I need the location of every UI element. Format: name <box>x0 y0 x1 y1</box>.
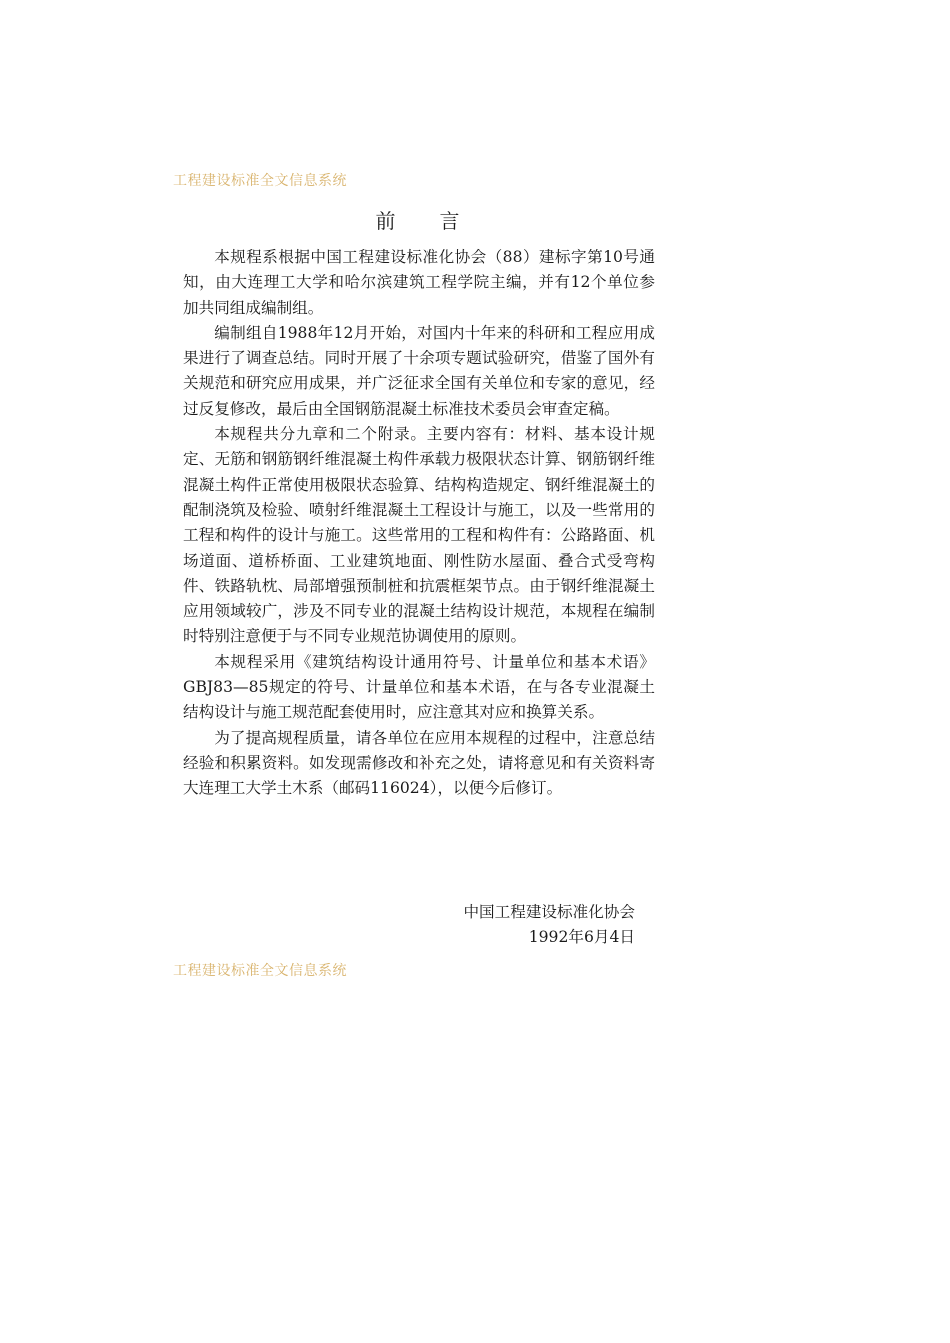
page-title: 前言 <box>375 209 504 233</box>
preface-body <box>183 245 655 802</box>
paragraph-2: 编制组自1988年12月开始，对国内十年来的科研和工程应用成果进行了调查总结。同时开展了十余项专题试验研究，借鉴了国外有关规范和研究应用成果，并广泛征求全国有关单位和专家的意见，经过反复修改，最后由全国钢筋混凝土标准技术委员会审查定稿。 <box>183 323 655 418</box>
watermark-top: 工程建设标准全文信息系统 <box>173 173 347 189</box>
paragraph-1: 本规程系根据中国工程建设标准化协会（88）建标字第10号通知，由大连理工大学和哈尔滨建筑工程学院主编，并有12个单位参加共同组成编制组。 <box>183 248 655 317</box>
paragraph-5: 为了提高规程质量，请各单位在应用本规程的过程中，注意总结经验和积累资料。如发现需修改和补充之处，请将意见和有关资料寄大连理工大学土木系（邮码116024），以便今后修订。 <box>183 728 655 798</box>
signature-organization: 中国工程建设标准化协会 <box>463 903 635 921</box>
signature-date: 1992年6月4日 <box>528 928 635 946</box>
paragraph-4: 本规程采用《建筑结构设计通用符号、计量单位和基本术语》GBJ83—85规定的符号、计量单位和基本术语，在与各专业混凝土结构设计与施工规范配套使用时，应注意其对应和换算关系。 <box>183 652 655 722</box>
watermark-bottom: 工程建设标准全文信息系统 <box>173 963 347 979</box>
paragraph-3: 本规程共分九章和二个附录。主要内容有：材料、基本设计规定、无筋和钢筋钢纤维混凝土构件承载力极限状态计算、钢筋钢纤维混凝土构件正常使用极限状态验算、结构构造规定、钢纤维混凝土的配制浇筑及检验、喷射纤维混凝土工程设计与施工，以及一些常用的工程和构件的设计与施工。这些常用的工程和构件有：公路路面、机场道面、道桥桥面、工业建筑地面、刚性防水屋面、叠合式受弯构件、铁路轨枕、局部增强预制桩和抗震框架节点。由于钢纤维混凝土应用领域较广，涉及不同专业的混凝土结构设计规范，本规程在编制时特别注意便于与不同专业规范协调使用的原则。 <box>183 425 655 646</box>
